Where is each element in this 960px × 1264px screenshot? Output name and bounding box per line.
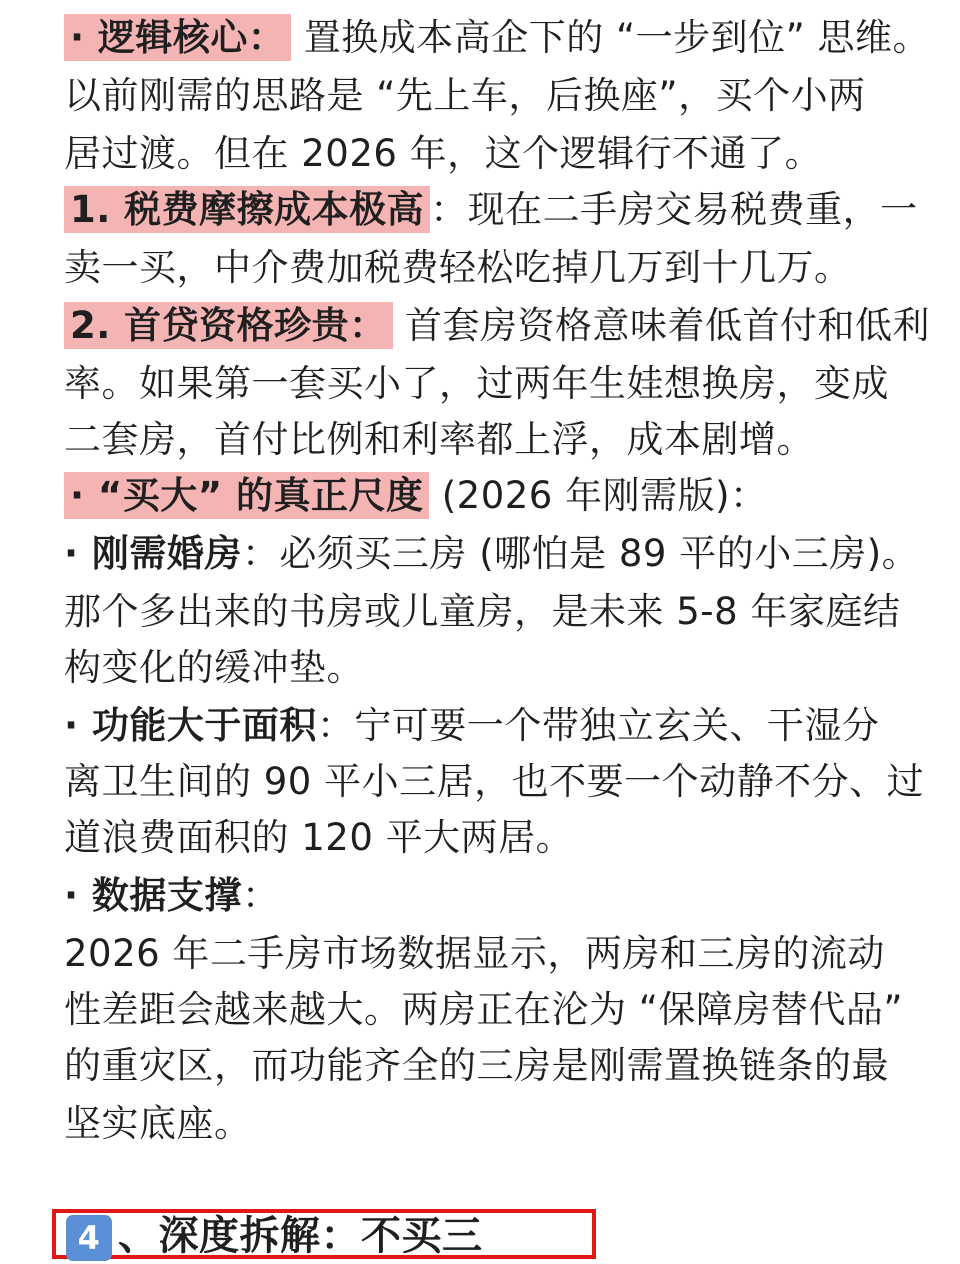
highlighted-label: 1. 税费摩擦成本极高 bbox=[64, 186, 430, 233]
text-line: 坚实底座。 bbox=[64, 1102, 252, 1145]
line-text: ：必须买三房 (哪怕是 89 平的小三房)。 bbox=[241, 532, 920, 575]
keycap-number-icon: 4 bbox=[66, 1215, 112, 1261]
text-line: 道浪费面积的 120 平大两居。 bbox=[64, 816, 574, 859]
text-line: 二套房，首付比例和利率都上浮，成本剧增。 bbox=[64, 418, 814, 461]
bold-label: · 功能大于面积 bbox=[64, 704, 317, 747]
highlighted-label: 2. 首贷资格珍贵： bbox=[64, 302, 393, 349]
text-line: 性差距会越来越大。两房正在沦为 “保障房替代品” bbox=[64, 988, 904, 1031]
text-line: 卖一买，中介费加税费轻松吃掉几万到十几万。 bbox=[64, 246, 852, 289]
text-line bbox=[64, 470, 768, 522]
text-line: 率。如果第一套买小了，过两年生娃想换房，变成 bbox=[64, 362, 889, 405]
text-line bbox=[64, 300, 930, 352]
text-line bbox=[64, 700, 879, 752]
text-line: 2026 年二手房市场数据显示，两房和三房的流动 bbox=[64, 932, 885, 975]
section-heading-title: 、深度拆解：不买三 bbox=[118, 1213, 483, 1259]
section-heading bbox=[66, 1208, 483, 1264]
line-text: ： bbox=[241, 874, 280, 917]
text-line: 构变化的缓冲垫。 bbox=[64, 646, 364, 689]
text-line bbox=[64, 12, 930, 64]
line-text: 首套房资格意味着低首付和低利 bbox=[392, 304, 930, 347]
line-text: 置换成本高企下的 “一步到位” 思维。 bbox=[291, 16, 931, 59]
highlighted-label: · “买大” 的真正尺度 bbox=[64, 472, 429, 519]
text-line: 那个多出来的书房或儿童房，是未来 5-8 年家庭结 bbox=[64, 590, 901, 633]
line-text: ：现在二手房交易税费重，一 bbox=[430, 188, 918, 231]
bold-label: · 数据支撑 bbox=[64, 874, 242, 917]
line-text: ：宁可要一个带独立玄关、干湿分 bbox=[316, 704, 880, 747]
text-line: 的重灾区，而功能齐全的三房是刚需置换链条的最 bbox=[64, 1044, 889, 1087]
text-line bbox=[64, 184, 918, 236]
highlighted-label: · 逻辑核心： bbox=[64, 14, 291, 61]
text-line bbox=[64, 528, 919, 580]
text-line: 以前刚需的思路是 “先上车，后换座”，买个小两 bbox=[64, 74, 866, 117]
text-line: 居过渡。但在 2026 年，这个逻辑行不通了。 bbox=[64, 132, 823, 175]
line-text: (2026 年刚需版)： bbox=[429, 474, 768, 517]
text-line bbox=[64, 870, 279, 922]
bold-label: · 刚需婚房 bbox=[64, 532, 242, 575]
text-line: 离卫生间的 90 平小三居，也不要一个动静不分、过 bbox=[64, 760, 925, 803]
